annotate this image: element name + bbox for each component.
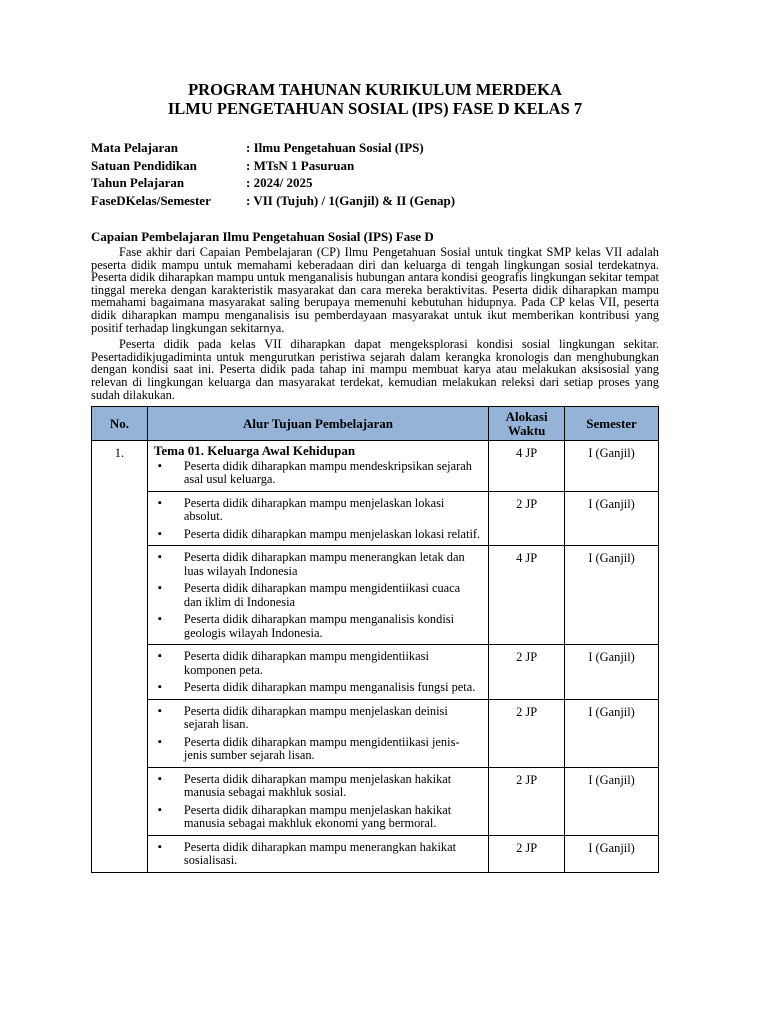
objective-cell [147, 491, 488, 546]
meta-row-school [91, 157, 659, 175]
theme-title: Tema 01. Keluarga Awal Kehidupan [153, 443, 356, 459]
capaian-paragraph-2: Peserta didik pada kelas VII diharapkan dapat mengeksplorasi kondisi sosial lingkungan sekitar. Pesertadidikjugadiminta untuk mengurutkan peristiwa sejarah dalam kerangka kronologis dan menghubungkan dengan kondisi saat ini. Peserta didik pada tahap ini mampu membuat karya atau melakukan aksisosial yang relevan di lingkungan keluarga dan masyarakat terdekat, kemudian melakukan releksi dari setiap proses yang sudah dilakukan. [91, 337, 659, 402]
semester-cell: I (Ganjil) [565, 441, 659, 492]
objective-item: ▪ Peserta didik diharapkan mampu menjelaskan hakikat manusia sebagai makhluk sosial. [154, 773, 480, 800]
objective-list [154, 841, 480, 868]
title-line-2: ILMU PENGETAHUAN SOSIAL (IPS) FASE D KELAS 7 [167, 99, 583, 118]
identity-block [91, 139, 659, 209]
header-no: No. [92, 407, 148, 441]
objective-item: ▪ Peserta didik diharapkan mampu mengidentiikasi cuaca dan iklim di Indonesia [154, 582, 480, 609]
objective-item: ▪ Peserta didik diharapkan mampu menjelaskan lokasi relatif. [154, 528, 480, 542]
semester-cell: I (Ganjil) [565, 699, 659, 767]
capaian-heading: Capaian Pembelajaran Ilmu Pengetahuan Sosial (IPS) Fase D [91, 229, 434, 244]
semester-cell: I (Ganjil) [565, 767, 659, 835]
meta-label: FaseDKelas/Semester [91, 192, 211, 208]
objective-item: ▪ Peserta didik diharapkan mampu menerangkan letak dan luas wilayah Indonesia [154, 551, 480, 578]
objective-item: ▪ Peserta didik diharapkan mampu menjelaskan deinisi sejarah lisan. [154, 705, 480, 732]
header-alokasi [489, 407, 565, 441]
objective-item: ▪ Peserta didik diharapkan mampu menjelaskan lokasi absolut. [154, 497, 480, 524]
meta-row-subject [91, 139, 659, 157]
meta-value: : 2024/ 2025 [246, 175, 313, 190]
header-alokasi-label: Alokasi Waktu [505, 408, 548, 438]
time-allocation-cell: 2 JP [489, 491, 565, 546]
meta-value: : VII (Tujuh) / 1(Ganjil) & II (Genap) [246, 192, 456, 208]
objective-item: ▪ Peserta didik diharapkan mampu mendeskripsikan sejarah asal usul keluarga. [154, 460, 480, 487]
meta-value: : MTsN 1 Pasuruan [246, 157, 355, 173]
objective-item: ▪ Peserta didik diharapkan mampu menjelaskan hakikat manusia sebagai makhluk ekonomi yang bermoral. [154, 804, 480, 831]
objective-list [154, 551, 480, 640]
learning-objectives-table [91, 406, 659, 873]
objective-list [154, 460, 480, 487]
objective-cell [147, 767, 488, 835]
objective-list [154, 650, 480, 695]
objective-item: ▪ Peserta didik diharapkan mampu menganalisis fungsi peta. [154, 681, 480, 695]
semester-cell: I (Ganjil) [565, 835, 659, 872]
semester-cell: I (Ganjil) [565, 491, 659, 546]
objective-item: ▪ Peserta didik diharapkan mampu menerangkan hakikat sosialisasi. [154, 841, 480, 868]
time-allocation-cell: 2 JP [489, 835, 565, 872]
objective-cell [147, 699, 488, 767]
table-row [92, 699, 659, 767]
objective-list [154, 773, 480, 831]
document-title [91, 80, 659, 118]
table-row [92, 835, 659, 872]
table-row [92, 546, 659, 645]
time-allocation-cell: 4 JP [489, 441, 565, 492]
time-allocation-cell: 2 JP [489, 767, 565, 835]
objective-cell [147, 441, 488, 492]
meta-value: : Ilmu Pengetahuan Sosial (IPS) [246, 140, 424, 155]
objective-cell [147, 546, 488, 645]
semester-cell: I (Ganjil) [565, 546, 659, 645]
objective-item: ▪ Peserta didik diharapkan mampu mengidentiikasi jenis-jenis sumber sejarah lisan. [154, 736, 480, 763]
objective-item: ▪ Peserta didik diharapkan mampu menganalisis kondisi geologis wilayah Indonesia. [154, 613, 480, 640]
table-row [92, 491, 659, 546]
title-line-1: PROGRAM TAHUNAN KURIKULUM MERDEKA [188, 80, 562, 99]
table-row [92, 441, 659, 492]
objective-list [154, 497, 480, 542]
time-allocation-cell: 2 JP [489, 645, 565, 700]
semester-cell: I (Ganjil) [565, 645, 659, 700]
meta-label: Satuan Pendidikan [91, 157, 197, 173]
table-row [92, 767, 659, 835]
document-page [91, 80, 659, 873]
objective-list [154, 705, 480, 763]
header-tujuan: Alur Tujuan Pembelajaran [147, 407, 488, 441]
meta-row-class-semester [91, 192, 659, 210]
header-semester: Semester [565, 407, 659, 441]
objective-item: ▪ Peserta didik diharapkan mampu mengidentiikasi komponen peta. [154, 650, 480, 677]
objective-cell [147, 835, 488, 872]
row-number-cell: 1. [92, 441, 148, 873]
meta-row-year [91, 174, 659, 192]
table-row [92, 645, 659, 700]
time-allocation-cell: 4 JP [489, 546, 565, 645]
meta-label: Mata Pelajaran [91, 140, 179, 155]
meta-label: Tahun Pelajaran [91, 175, 185, 190]
objective-cell [147, 645, 488, 700]
time-allocation-cell: 2 JP [489, 699, 565, 767]
table-header-row [92, 407, 659, 441]
capaian-paragraph-1: Fase akhir dari Capaian Pembelajaran (CP) Ilmu Pengetahuan Sosial untuk tingkat SMP kelas VII adalah peserta didik mampu untuk memahami keberadaan diri dan keluarga di tengah lingkungan sosial terdekatnya. Peserta didik diharapkan mampu untuk menganalisis hubungan antara kondisi geografis lingkungan sekitar tempat tinggal mereka dengan karakteristik masyarakat dan cara mereka beraktivitas. Peserta didik diharapkan mampu memahami bagaimana masyarakat saling berupaya memenuhi kebutuhan hidupnya. Pada CP kelas VII, peserta didik diharapkan mampu menganalisis isu pemberdayaan masyarakat untuk ikut memberikan kontribusi yang positif terhadap lingkungan sekitarnya. [91, 245, 659, 335]
